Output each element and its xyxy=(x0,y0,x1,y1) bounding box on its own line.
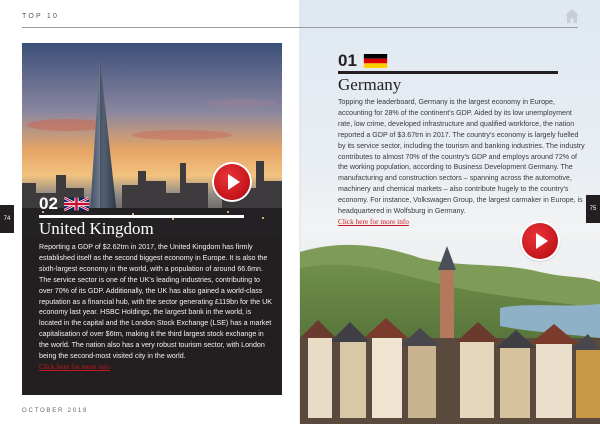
uk-flag-icon xyxy=(64,197,89,211)
page-number-left-text: 74 xyxy=(3,216,11,222)
germany-rank-row xyxy=(338,52,586,69)
germany-rank-number: 01 xyxy=(338,51,357,70)
uk-rank-number: 02 xyxy=(39,194,58,213)
uk-country-title: United Kingdom xyxy=(39,219,154,238)
play-icon xyxy=(228,174,240,190)
page-number-right xyxy=(586,195,600,223)
germany-more-info-link[interactable]: Click here for more info xyxy=(338,216,409,226)
uk-title-rule xyxy=(39,215,244,218)
play-icon-right xyxy=(536,233,548,249)
germany-body-copy: Topping the leaderboard, Germany is the largest economy in Europe, accounting for 28% of the continent's GDP. Aided by its low unemployment rate, low crime, developed infrastructure and qualified workforce, the nation reported a GDP of $3.67trn in 2017. The country's economy is largely fuelled by its service sector, including the tourism and banking industries. The industry contributes to almost 70% of the country's GDP and employs around 72% of the working population, according to Business Development Germany. The manufacturing and construction sectors – spanning across the automotive, machinery and chemical markets – also contribute hugely to the country's economy. For instance, Volkswagen Group, the largest carmaker in Europe, is headquartered in Wolfsburg in Germany. xyxy=(338,98,585,216)
german-town-photo xyxy=(300,238,600,424)
right-page xyxy=(300,0,600,424)
uk-more-info-link[interactable]: Click here for more info xyxy=(39,361,110,371)
germany-body-text xyxy=(338,97,586,228)
uk-card xyxy=(22,43,282,395)
uk-rank-row xyxy=(39,195,275,212)
header-rule xyxy=(22,27,300,28)
header-rule-right xyxy=(300,27,578,28)
uk-body-copy: Reporting a GDP of $2.62trn in 2017, the United Kingdom has firmly established itself as the second biggest economy in Europe. It is also the sixth-largest economy in the world, with a population of around 66.6mn. The service sector is one of the UK's leading industries, contributing to over 70% of its GDP. Additionally, the UK has also gained a world-class reputation as a financial hub, with the sector generating £119bn for the UK economy last year. HSBC Holdings, the largest bank in the world, is located in the capital and the London Stock Exchange (LSE) has a market capitalisation of over $6trn, making it the third largest stock exchange in the world. The nation also has a very robust tourism sector, with London being the second-most visited city in the world. xyxy=(39,243,272,361)
uk-body-text xyxy=(39,242,275,373)
uk-text-block xyxy=(39,195,275,373)
home-icon[interactable] xyxy=(564,8,580,24)
germany-country-title: Germany xyxy=(338,75,402,94)
section-label: TOP 10 xyxy=(22,13,60,20)
page-number-left xyxy=(0,205,14,233)
page-number-right-text: 75 xyxy=(589,206,597,212)
page-spine xyxy=(299,0,301,424)
germany-text-block xyxy=(338,52,586,228)
footer-issue-label: OCTOBER 2018 xyxy=(22,408,89,414)
germany-flag-icon xyxy=(363,54,388,68)
germany-play-button[interactable] xyxy=(522,223,558,259)
germany-title-rule xyxy=(338,71,558,74)
